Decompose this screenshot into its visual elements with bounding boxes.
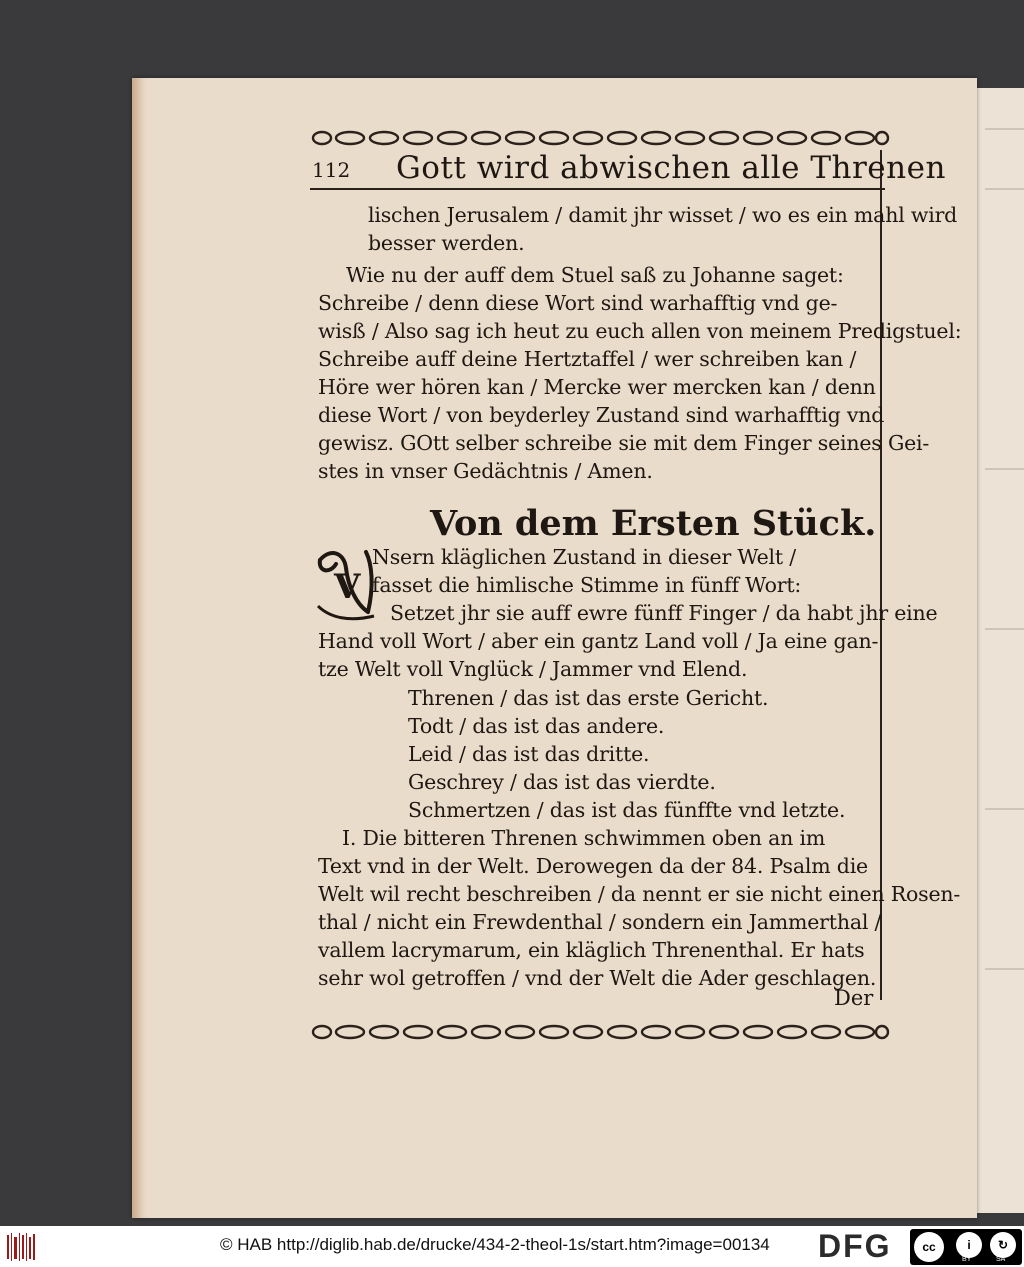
page-edge: [132, 78, 148, 1218]
text-line: Höre wer hören kan / Mercke wer mercken kan / denn: [318, 375, 876, 399]
text-line: Nsern kläglichen Zustand in dieser Welt /: [372, 545, 796, 569]
bottom-ornament: [310, 1022, 890, 1042]
list-item: Leid / das ist das dritte.: [408, 742, 650, 766]
header-rule: [310, 188, 885, 190]
text-line: thal / nicht ein Frewdenthal / sondern ein Jammerthal /: [318, 910, 882, 934]
text-line: besser werden.: [368, 231, 525, 255]
text-line: sehr wol getroffen / vnd der Welt die Ader geschlagen.: [318, 966, 877, 990]
text-line: Schreibe auff deine Hertztaffel / wer schreiben kan /: [318, 347, 857, 371]
text-line: I. Die bitteren Threnen schwimmen oben an im: [342, 826, 826, 850]
text-line: Schreibe / denn diese Wort sind warhafftig vnd ge-: [318, 291, 838, 315]
list-item: Geschrey / das ist das vierdte.: [408, 770, 716, 794]
text-line: diese Wort / von beyderley Zustand sind warhafftig vnd: [318, 403, 885, 427]
cc-icon: cc: [914, 1232, 944, 1262]
text-line: wisß / Also sag ich heut zu euch allen von meinem Predigstuel:: [318, 319, 962, 343]
cc-license-badge[interactable]: [910, 1229, 1022, 1265]
text-line: lischen Jerusalem / damit jhr wisset / wo es ein mahl wird: [368, 203, 958, 227]
running-head: Gott wird abwischen alle Threnen: [396, 150, 946, 186]
text-line: Hand voll Wort / aber ein gantz Land voll / Ja eine gan-: [318, 629, 879, 653]
initial-letter: V: [334, 567, 361, 607]
license-by-label: BY: [962, 1256, 972, 1263]
share-alike-icon: ↻: [990, 1232, 1016, 1258]
top-ornament: [310, 128, 890, 148]
section-title: Von dem Ersten Stück.: [430, 503, 877, 544]
text-line: fasset die himlische Stimme in fünff Wort:: [372, 573, 802, 597]
list-item: Todt / das ist das andere.: [408, 714, 665, 738]
list-item: Threnen / das ist das erste Gericht.: [408, 686, 769, 710]
text-line: Setzet jhr sie auff ewre fünff Finger / da habt jhr eine: [390, 601, 938, 625]
text-line: tze Welt voll Vnglück / Jammer vnd Elend.: [318, 657, 748, 681]
text-line: gewisz. GOtt selber schreibe sie mit dem Finger seines Gei-: [318, 431, 930, 455]
text-line: Welt wil recht beschreiben / da nennt er sie nicht einen Rosen-: [318, 882, 961, 906]
text-line: Text vnd in der Welt. Derowegen da der 84. Psalm die: [318, 854, 868, 878]
decorated-initial: [316, 546, 378, 626]
license-sa-label: SA: [996, 1256, 1006, 1263]
page-number: 112: [312, 158, 351, 182]
frame-right-rule: [880, 150, 882, 1000]
attribution-icon: i: [956, 1232, 982, 1258]
text-line: Wie nu der auff dem Stuel saß zu Johanne saget:: [346, 263, 844, 287]
dfg-logo: DFG: [818, 1228, 892, 1264]
barcode-icon: [6, 1231, 36, 1263]
list-item: Schmertzen / das ist das fünffte vnd letzte.: [408, 798, 846, 822]
footer-bar: [0, 1226, 1024, 1267]
catchword: Der: [834, 986, 874, 1010]
text-line: vallem lacrymarum, ein kläglich Threnenthal. Er hats: [318, 938, 865, 962]
text-line: stes in vnser Gedächtnis / Amen.: [318, 459, 653, 483]
citation-link[interactable]: © HAB http://diglib.hab.de/drucke/434-2-theol-1s/start.htm?image=00134: [220, 1235, 770, 1254]
